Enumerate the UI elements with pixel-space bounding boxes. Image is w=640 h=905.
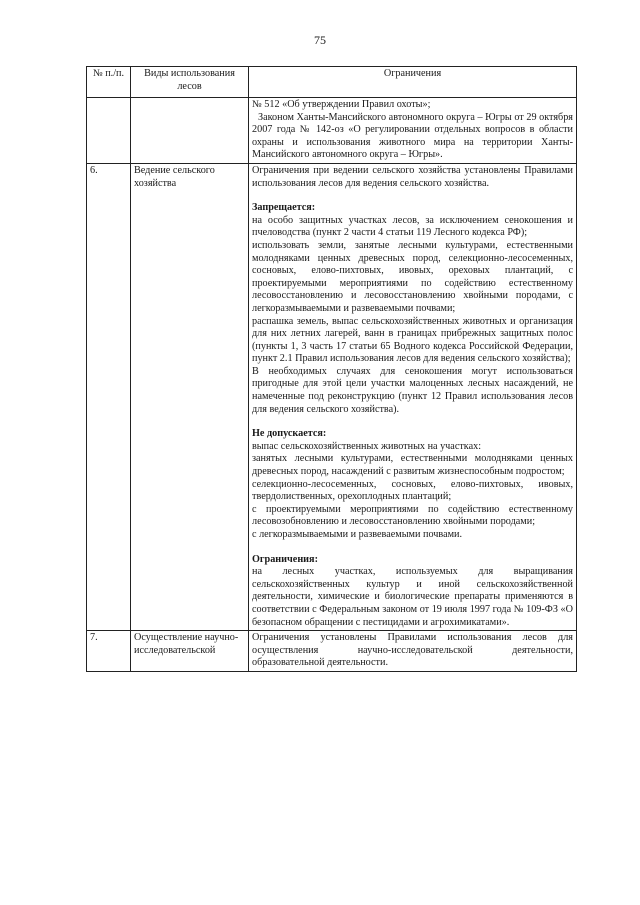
cell-restrictions-continuation (249, 98, 577, 164)
cell-number-empty (87, 98, 131, 164)
table-row-7 (87, 631, 577, 672)
page-number: 75 (314, 33, 326, 47)
usage-type: Осуществление научно-исследовательской (131, 631, 249, 672)
text-line: использовать земли, занятые лесными культурами, естественными молодняками ценных древесных пород, селекционно-лесосеменных, сосновых, елово-пихтовых, ивовых, ореховых плантаций, с проектируемыми мероприятиями по содействию естественному лесовосстановлению и лесовосстановлению хвойными породами, с легкоразмываемыми и развеваемыми почвами; (252, 239, 573, 314)
usage-type: Ведение сельского хозяйства (131, 163, 249, 630)
intro-text: Ограничения при ведении сельского хозяйства установлены Правилами использования лесов для ведения сельского хозяйства. (252, 164, 573, 189)
text-line: с легкоразмываемыми и развеваемыми почвами. (252, 529, 463, 540)
restrictions-table (86, 66, 577, 672)
text-line: № 512 «Об утверждении Правил охоты»; (252, 99, 431, 110)
row-number: 7. (87, 631, 131, 672)
table-row-continuation (87, 98, 577, 164)
text-line: распашка земель, выпас сельскохозяйственных животных и организация для них летних лагерей, ванн в границах прибрежных защитных полос (пункты 1, 3 часть 17 статьи 65 Водного кодекса Российской Федерации, пункт 2.1 Правил использования лесов для ведения сельского хозяйства); (252, 315, 573, 365)
header-restrictions: Ограничения (249, 67, 577, 98)
text-line: занятых лесными культурами, естественными молодняками ценных древесных пород, насаждений с развитым жизнеспособным подростом; (252, 453, 573, 478)
cell-restrictions (249, 163, 577, 630)
text-line: В необходимых случаях для сенокошения могут использоваться пригодные для этой цели участки малоценных лесных насаждений, не намеченные под реконструкцию (пункт 12 Правил использования лесов для ведения сельского хозяйства). (252, 365, 573, 415)
text-line: на особо защитных участках лесов, за исключением сенокошения и пчеловодства (пункт 2 части 4 статьи 119 Лесного кодекса РФ); (252, 214, 573, 239)
cell-restrictions (249, 631, 577, 672)
header-usage-type: Виды использования лесов (131, 67, 249, 98)
table-header-row (87, 67, 577, 98)
text-line: на лесных участках, используемых для выращивания сельскохозяйственных культур и иной сельскохозяйственной деятельности, химические и биологические препараты применяются в соответствии с Федеральным законом от 19 июля 1997 года № 109-ФЗ «О безопасном обращении с пестицидами и агрохимикатами». (252, 566, 573, 628)
section-heading-not-allowed: Не допускается: (252, 428, 327, 440)
text-line: выпас сельскохозяйственных животных на участках: (252, 440, 482, 452)
row-number: 6. (87, 163, 131, 630)
header-number: № п./п. (87, 67, 131, 98)
table-row-6 (87, 163, 577, 630)
text-line: Ограничения установлены Правилами использования лесов для осуществления научно-исследовательской деятельности, образовательной деятельности. (252, 632, 573, 669)
section-heading-prohibited: Запрещается: (252, 202, 316, 214)
cell-type-empty (131, 98, 249, 164)
text-line: с проектируемыми мероприятиями по содействию естественному лесовозобновлению и лесовосстановлению хвойными породами; (252, 503, 573, 528)
section-heading-restrictions: Ограничения: (252, 553, 318, 565)
text-line: селекционно-лесосеменных, сосновых, елово-пихтовых, ивовых, твердолиственных, орехоплодных плантаций; (252, 478, 573, 503)
text-line: Законом Ханты-Мансийского автономного округа – Югры от 29 октября 2007 года № 142-оз «О регулировании отдельных вопросов в области охраны и использования животного мира на территории Ханты-Мансийского автономного округа – Югры». (252, 111, 573, 161)
